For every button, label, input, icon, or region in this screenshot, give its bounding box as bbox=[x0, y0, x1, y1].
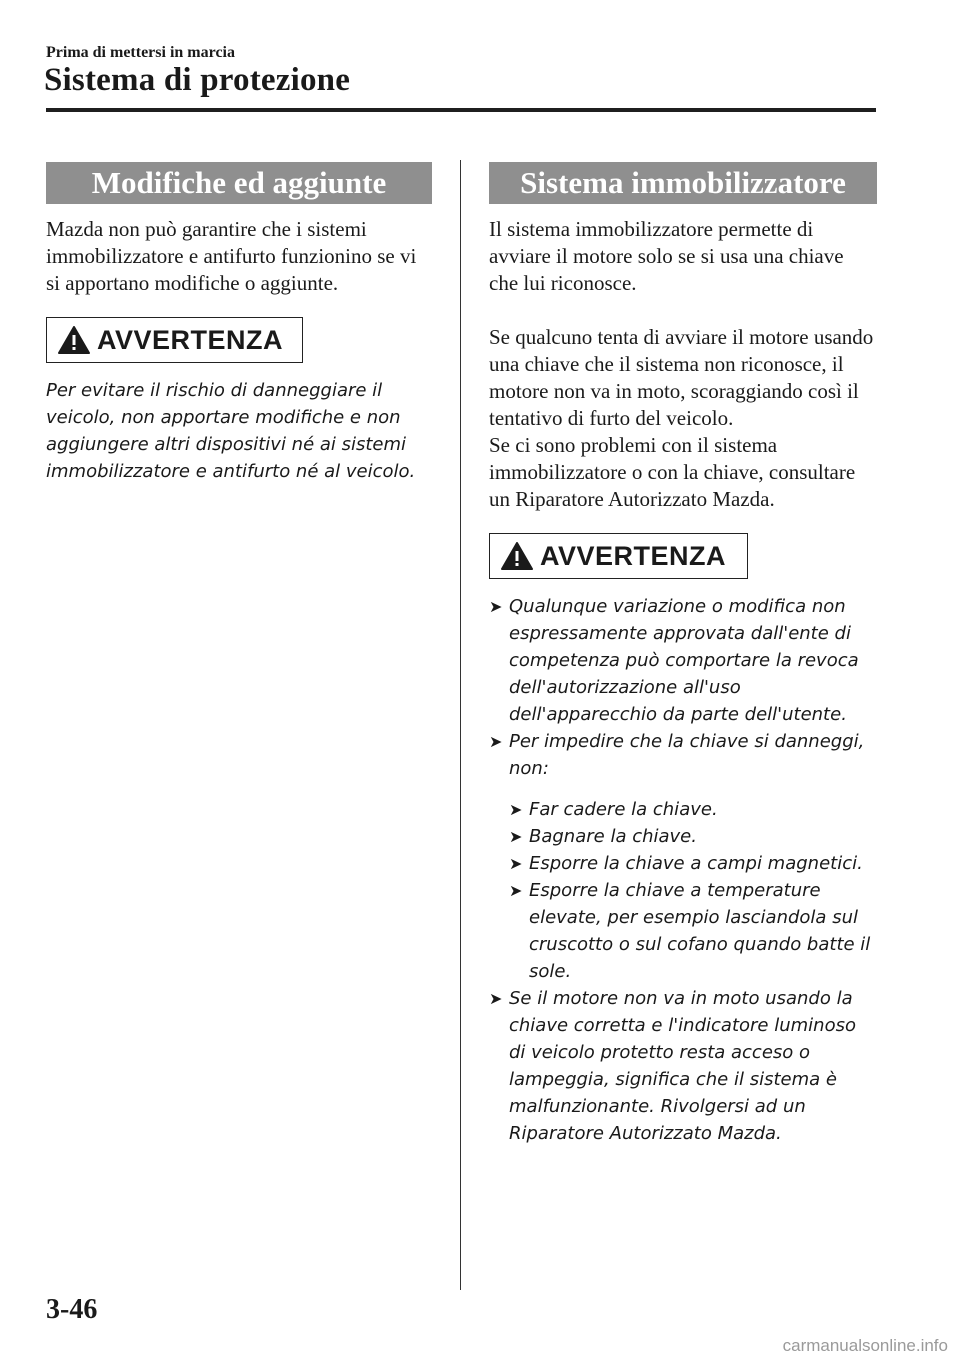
warning-bullet-list bbox=[489, 593, 877, 1147]
right-warning-box bbox=[489, 533, 748, 579]
chapter-label: Prima di mettersi in marcia bbox=[46, 44, 235, 61]
list-item: ➤ Bagnare la chiave. bbox=[509, 823, 877, 850]
arrowhead-bullet-icon: ➤ bbox=[509, 854, 523, 873]
right-paragraph-3: Se ci sono problemi con il sistema immobilizzatore o con la chiave, consultare un Riparatore Autorizzato Mazda. bbox=[489, 433, 856, 511]
right-paragraph-1: Il sistema immobilizzatore permette di avviare il motore solo se si usa una chiave che lui riconosce. bbox=[489, 217, 844, 295]
arrowhead-bullet-icon: ➤ bbox=[509, 800, 523, 819]
right-paragraph-2: Se qualcuno tenta di avviare il motore usando una chiave che il sistema non riconosce, il motore non va in moto, scoraggiando così il tentativo di furto del veicolo. bbox=[489, 325, 874, 430]
list-item: ➤ Per impedire che la chiave si danneggi, non: ➤ Far cadere la chiave. ➤ Bagnare la chiave. ➤ Esporre la chiave a campi magnetici. ➤ Esporre la chiave a temperature elevate, per esempio lasciandola sul cruscotto o sul cofano quando batte il sole. bbox=[489, 728, 877, 985]
section-title: Sistema di protezione bbox=[44, 62, 351, 98]
warning-triangle-icon bbox=[57, 325, 91, 355]
arrowhead-bullet-icon: ➤ bbox=[509, 881, 523, 900]
right-column bbox=[489, 162, 877, 1147]
left-column bbox=[46, 162, 432, 485]
header-rule bbox=[46, 108, 876, 112]
left-warning-text: Per evitare il rischio di danneggiare il veicolo, non apportare modifiche e non aggiungere altri dispositivi né ai sistemi immobilizzatore e antifurto né al veicolo. bbox=[46, 380, 416, 482]
watermark: carmanualsonline.info bbox=[782, 1336, 948, 1355]
arrowhead-bullet-icon: ➤ bbox=[489, 989, 503, 1008]
warning-triangle-icon bbox=[500, 541, 534, 571]
right-heading: Sistema immobilizzatore bbox=[489, 162, 877, 204]
page-number: 3-46 bbox=[46, 1294, 98, 1325]
column-divider bbox=[460, 160, 461, 1290]
arrowhead-bullet-icon: ➤ bbox=[489, 732, 503, 751]
list-item: ➤ Far cadere la chiave. bbox=[509, 796, 877, 823]
left-heading: Modifiche ed aggiunte bbox=[46, 162, 432, 204]
right-warning-label: AVVERTENZA bbox=[540, 540, 727, 571]
left-warning-box bbox=[46, 317, 303, 363]
left-paragraph: Mazda non può garantire che i sistemi immobilizzatore e antifurto funzionino se vi si apportano modifiche o aggiunte. bbox=[46, 217, 417, 295]
left-warning-label: AVVERTENZA bbox=[97, 324, 284, 355]
arrowhead-bullet-icon: ➤ bbox=[489, 597, 503, 616]
arrowhead-bullet-icon: ➤ bbox=[509, 827, 523, 846]
list-item: ➤ Esporre la chiave a temperature elevate, per esempio lasciandola sul cruscotto o sul cofano quando batte il sole. bbox=[509, 877, 877, 985]
sub-bullet-list bbox=[509, 796, 877, 985]
list-item: ➤ Se il motore non va in moto usando la chiave corretta e l'indicatore luminoso di veicolo protetto resta acceso o lampeggia, significa che il sistema è malfunzionante. Rivolgersi ad un Riparatore Autorizzato Mazda. bbox=[489, 985, 877, 1147]
list-item: ➤ Esporre la chiave a campi magnetici. bbox=[509, 850, 877, 877]
list-item: ➤ Qualunque variazione o modifica non espressamente approvata dall'ente di competenza può comportare la revoca dell'autorizzazione all'uso dell'apparecchio da parte dell'utente. bbox=[489, 593, 877, 728]
